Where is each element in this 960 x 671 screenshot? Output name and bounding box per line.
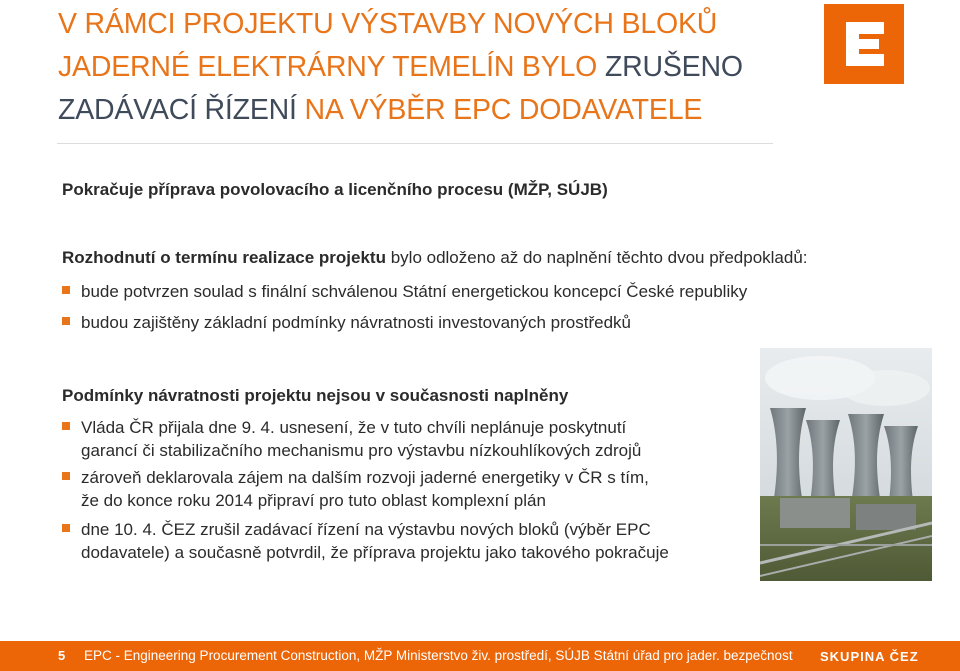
bullet-square-icon (62, 524, 70, 532)
power-plant-photo (760, 348, 932, 581)
list-item-line2: že do konce roku 2014 připraví pro tuto oblast komplexní plán (81, 491, 546, 510)
list-item-line1: Vláda ČR přijala dne 9. 4. usnesení, že v tuto chvíli neplánuje poskytnutí (81, 418, 627, 437)
title-dark-3: ZADÁVACÍ ŘÍZENÍ (58, 94, 297, 126)
cez-logo-icon (824, 4, 904, 84)
list-item-line2: garancí či stabilizačního mechanismu pro výstavbu nízkouhlíkových zdrojů (81, 441, 642, 460)
title-line-2 (58, 46, 758, 89)
list-item-text: bude potvrzen soulad s finální schválenou Státní energetickou koncepcí České republiky (81, 282, 748, 301)
list-item-line1: zároveň deklarovala zájem na dalším rozvoji jaderné energetiky v ČR s tím, (81, 468, 649, 487)
slide-title (58, 3, 758, 132)
title-dark-2: ZRUŠENO (604, 51, 743, 83)
title-line-1 (58, 3, 758, 46)
bullet-square-icon (62, 317, 70, 325)
bullet-square-icon (62, 472, 70, 480)
footer-brand: SKUPINA ČEZ (820, 649, 919, 664)
page-number: 5 (58, 648, 66, 663)
list-item-line1: dne 10. 4. ČEZ zrušil zadávací řízení na výstavbu nových bloků (výběr EPC (81, 520, 651, 539)
para-decision-rest: bylo odloženo až do naplnění těchto dvou předpokladů: (385, 248, 808, 267)
title-divider (57, 143, 773, 144)
bullet-square-icon (62, 286, 70, 294)
title-orange-3: NA VÝBĚR EPC DODAVATELE (304, 94, 703, 126)
title-line-3 (58, 89, 758, 132)
footer-bar (0, 641, 960, 671)
para-decision-bold: Rozhodnutí o termínu realizace projektu (62, 248, 386, 267)
para-conditions: Podmínky návratnosti projektu nejsou v současnosti naplněny (62, 386, 569, 405)
title-orange-1: V RÁMCI PROJEKTU VÝSTAVBY NOVÝCH BLOKŮ (58, 8, 718, 40)
footer-note: EPC - Engineering Procurement Construction, MŽP Ministerstvo živ. prostředí, SÚJB Státní úřad pro jader. bezpečnost (84, 648, 793, 663)
para-decision (62, 248, 808, 268)
title-orange-2: JADERNÉ ELEKTRÁRNY TEMELÍN BYLO (58, 51, 598, 83)
bullet-square-icon (62, 422, 70, 430)
list-item-line2: dodavatele) a současně potvrdil, že příprava projektu jako takového pokračuje (81, 543, 669, 562)
para-licensing: Pokračuje příprava povolovacího a licenčního procesu (MŽP, SÚJB) (62, 180, 608, 199)
list-item-text: budou zajištěny základní podmínky návratnosti investovaných prostředků (81, 313, 631, 332)
